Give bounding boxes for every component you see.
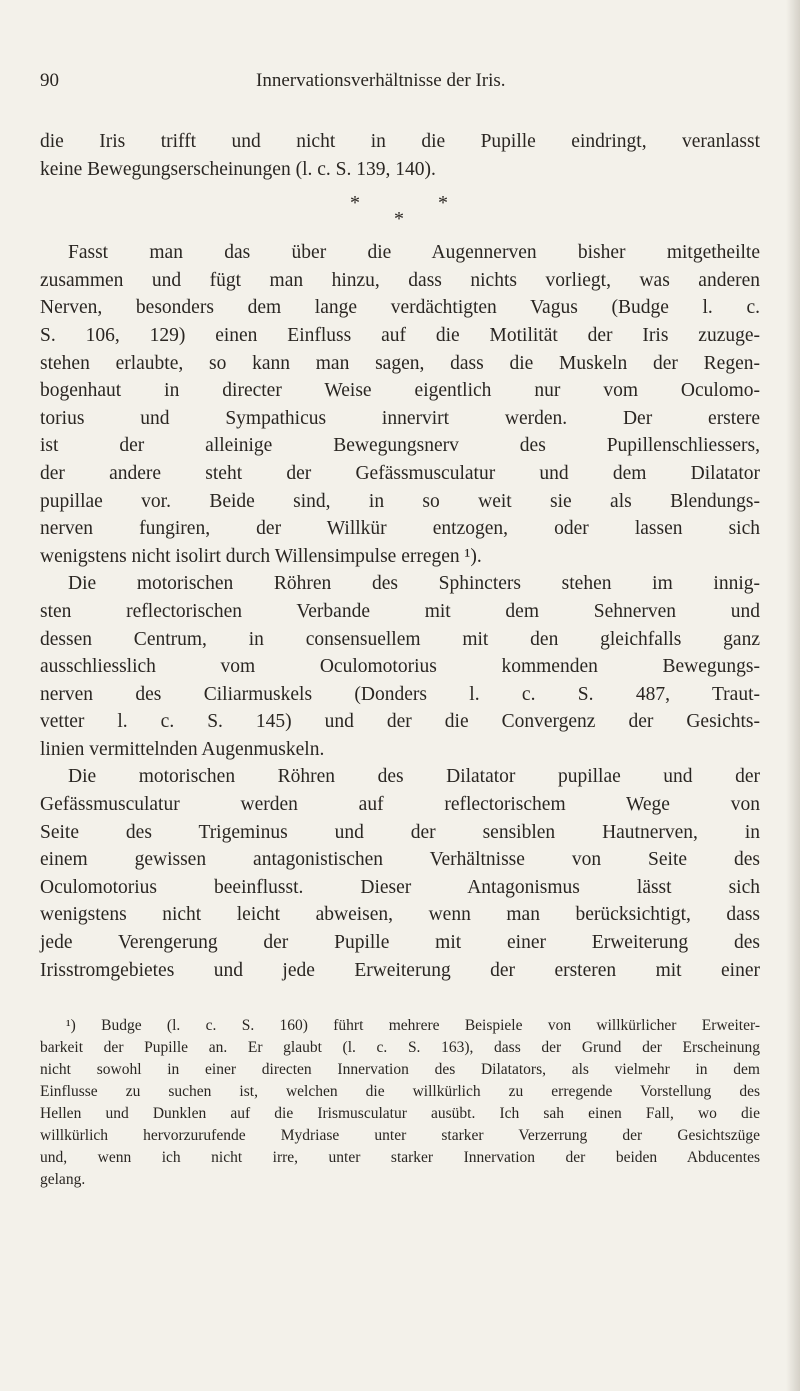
- page-edge-shadow: [786, 0, 800, 1391]
- paragraph-4-line-7: jede Verengerung der Pupille mit einer Erweiterung des: [40, 932, 760, 954]
- paragraph-2-line-10: pupillae vor. Beide sind, in so weit sie als Blendungs-: [40, 490, 760, 512]
- page-number: 90: [40, 70, 59, 91]
- paragraph-2-line-5: stehen erlaubte, so kann man sagen, dass die Muskeln der Regen-: [40, 352, 760, 374]
- paragraph-3-line-1: Die motorischen Röhren des Sphincters stehen im innig-: [68, 573, 760, 595]
- paragraph-4-line-6: wenigstens nicht leicht abweisen, wenn man berücksichtigt, dass: [40, 904, 760, 926]
- paragraph-3-line-2: sten reflectorischen Verbande mit dem Sehnerven und: [40, 600, 760, 622]
- running-head: Innervationsverhältnisse der Iris.: [256, 70, 506, 91]
- footnote-line-1: ¹) Budge (l. c. S. 160) führt mehrere Beispiele von willkürlicher Erweiter-: [66, 1017, 760, 1034]
- footnote-line-4: Einflusse zu suchen ist, welchen die willkürlich zu erregende Vorstellung des: [40, 1083, 760, 1100]
- paragraph-4-line-1: Die motorischen Röhren des Dilatator pupillae und der: [68, 766, 760, 788]
- footnote-line-8: gelang.: [40, 1171, 86, 1188]
- paragraph-4-line-8: Irisstromgebietes und jede Erweiterung der ersteren mit einer: [40, 959, 760, 981]
- footnote-line-5: Hellen und Dunklen auf die Irismusculatur ausübt. Ich sah einen Fall, wo die: [40, 1105, 760, 1122]
- footnote: [40, 1015, 760, 1191]
- paragraph-2-line-3: Nerven, besonders dem lange verdächtigten Vagus (Budge l. c.: [40, 297, 760, 319]
- paragraph-3: [40, 570, 760, 763]
- footnote-line-2: barkeit der Pupille an. Er glaubt (l. c. S. 163), dass der Grund der Erscheinung: [40, 1039, 760, 1056]
- paragraph-2-line-6: bogenhaut in directer Weise eigentlich nur vom Oculomo-: [40, 380, 760, 402]
- paragraph-4-line-2: Gefässmusculatur werden auf reflectorischem Wege von: [40, 794, 760, 816]
- paragraph-3-line-3: dessen Centrum, in consensuellem mit den gleichfalls ganz: [40, 628, 760, 650]
- paragraph-2-line-2: zusammen und fügt man hinzu, dass nichts vorliegt, was anderen: [40, 269, 760, 291]
- paragraph-3-line-7: linien vermittelnden Augenmuskeln.: [40, 738, 325, 760]
- main-text: [40, 128, 760, 984]
- paragraph-1-line-1: die Iris trifft und nicht in die Pupille eindringt, veranlasst: [40, 131, 760, 152]
- footnote-line-3: nicht sowohl in einer directen Innervation des Dilatators, als vielmehr in dem: [40, 1061, 760, 1078]
- paragraph-4-line-4: einem gewissen antagonistischen Verhältnisse von Seite des: [40, 849, 760, 871]
- section-star-left: *: [350, 192, 360, 215]
- paragraph-2-line-9: der andere steht der Gefässmusculatur und dem Dilatator: [40, 462, 760, 484]
- paragraph-3-line-6: vetter l. c. S. 145) und der die Convergenz der Gesichts-: [40, 711, 760, 733]
- footnote-line-7: und, wenn ich nicht irre, unter starker Innervation der beiden Abducentes: [40, 1149, 760, 1166]
- paragraph-3-line-5: nerven des Ciliarmuskels (Donders l. c. S. 487, Traut-: [40, 683, 760, 705]
- paragraph-2-line-4: S. 106, 129) einen Einfluss auf die Motilität der Iris zuzuge-: [40, 324, 760, 346]
- section-break: [40, 183, 760, 239]
- paragraph-2-line-7: torius und Sympathicus innervirt werden. Der erstere: [40, 407, 760, 429]
- paragraph-4-line-3: Seite des Trigeminus und der sensiblen Hautnerven, in: [40, 821, 760, 843]
- paragraph-2-line-12: wenigstens nicht isolirt durch Willensimpulse erregen ¹).: [40, 545, 482, 567]
- paragraph-2-line-8: ist der alleinige Bewegungsnerv des Pupillenschliessers,: [40, 435, 760, 457]
- paragraph-1-line-2: keine Bewegungserscheinungen (l. c. S. 139, 140).: [40, 158, 436, 180]
- section-star-center: *: [394, 208, 404, 231]
- footnote-line-6: willkürlich hervorzurufende Mydriase unter starker Verzerrung der Gesichtszüge: [40, 1127, 760, 1144]
- paragraph-2: [40, 239, 760, 570]
- paragraph-3-line-4: ausschliesslich vom Oculomotorius kommenden Bewegungs-: [40, 656, 760, 678]
- paragraph-4-line-5: Oculomotorius beeinflusst. Dieser Antagonismus lässt sich: [40, 876, 760, 898]
- section-star-right: *: [438, 192, 448, 215]
- paragraph-4: [40, 763, 760, 984]
- paragraph-2-line-11: nerven fungiren, der Willkür entzogen, oder lassen sich: [40, 518, 760, 540]
- paragraph-2-line-1: Fasst man das über die Augennerven bisher mitgetheilte: [68, 242, 760, 264]
